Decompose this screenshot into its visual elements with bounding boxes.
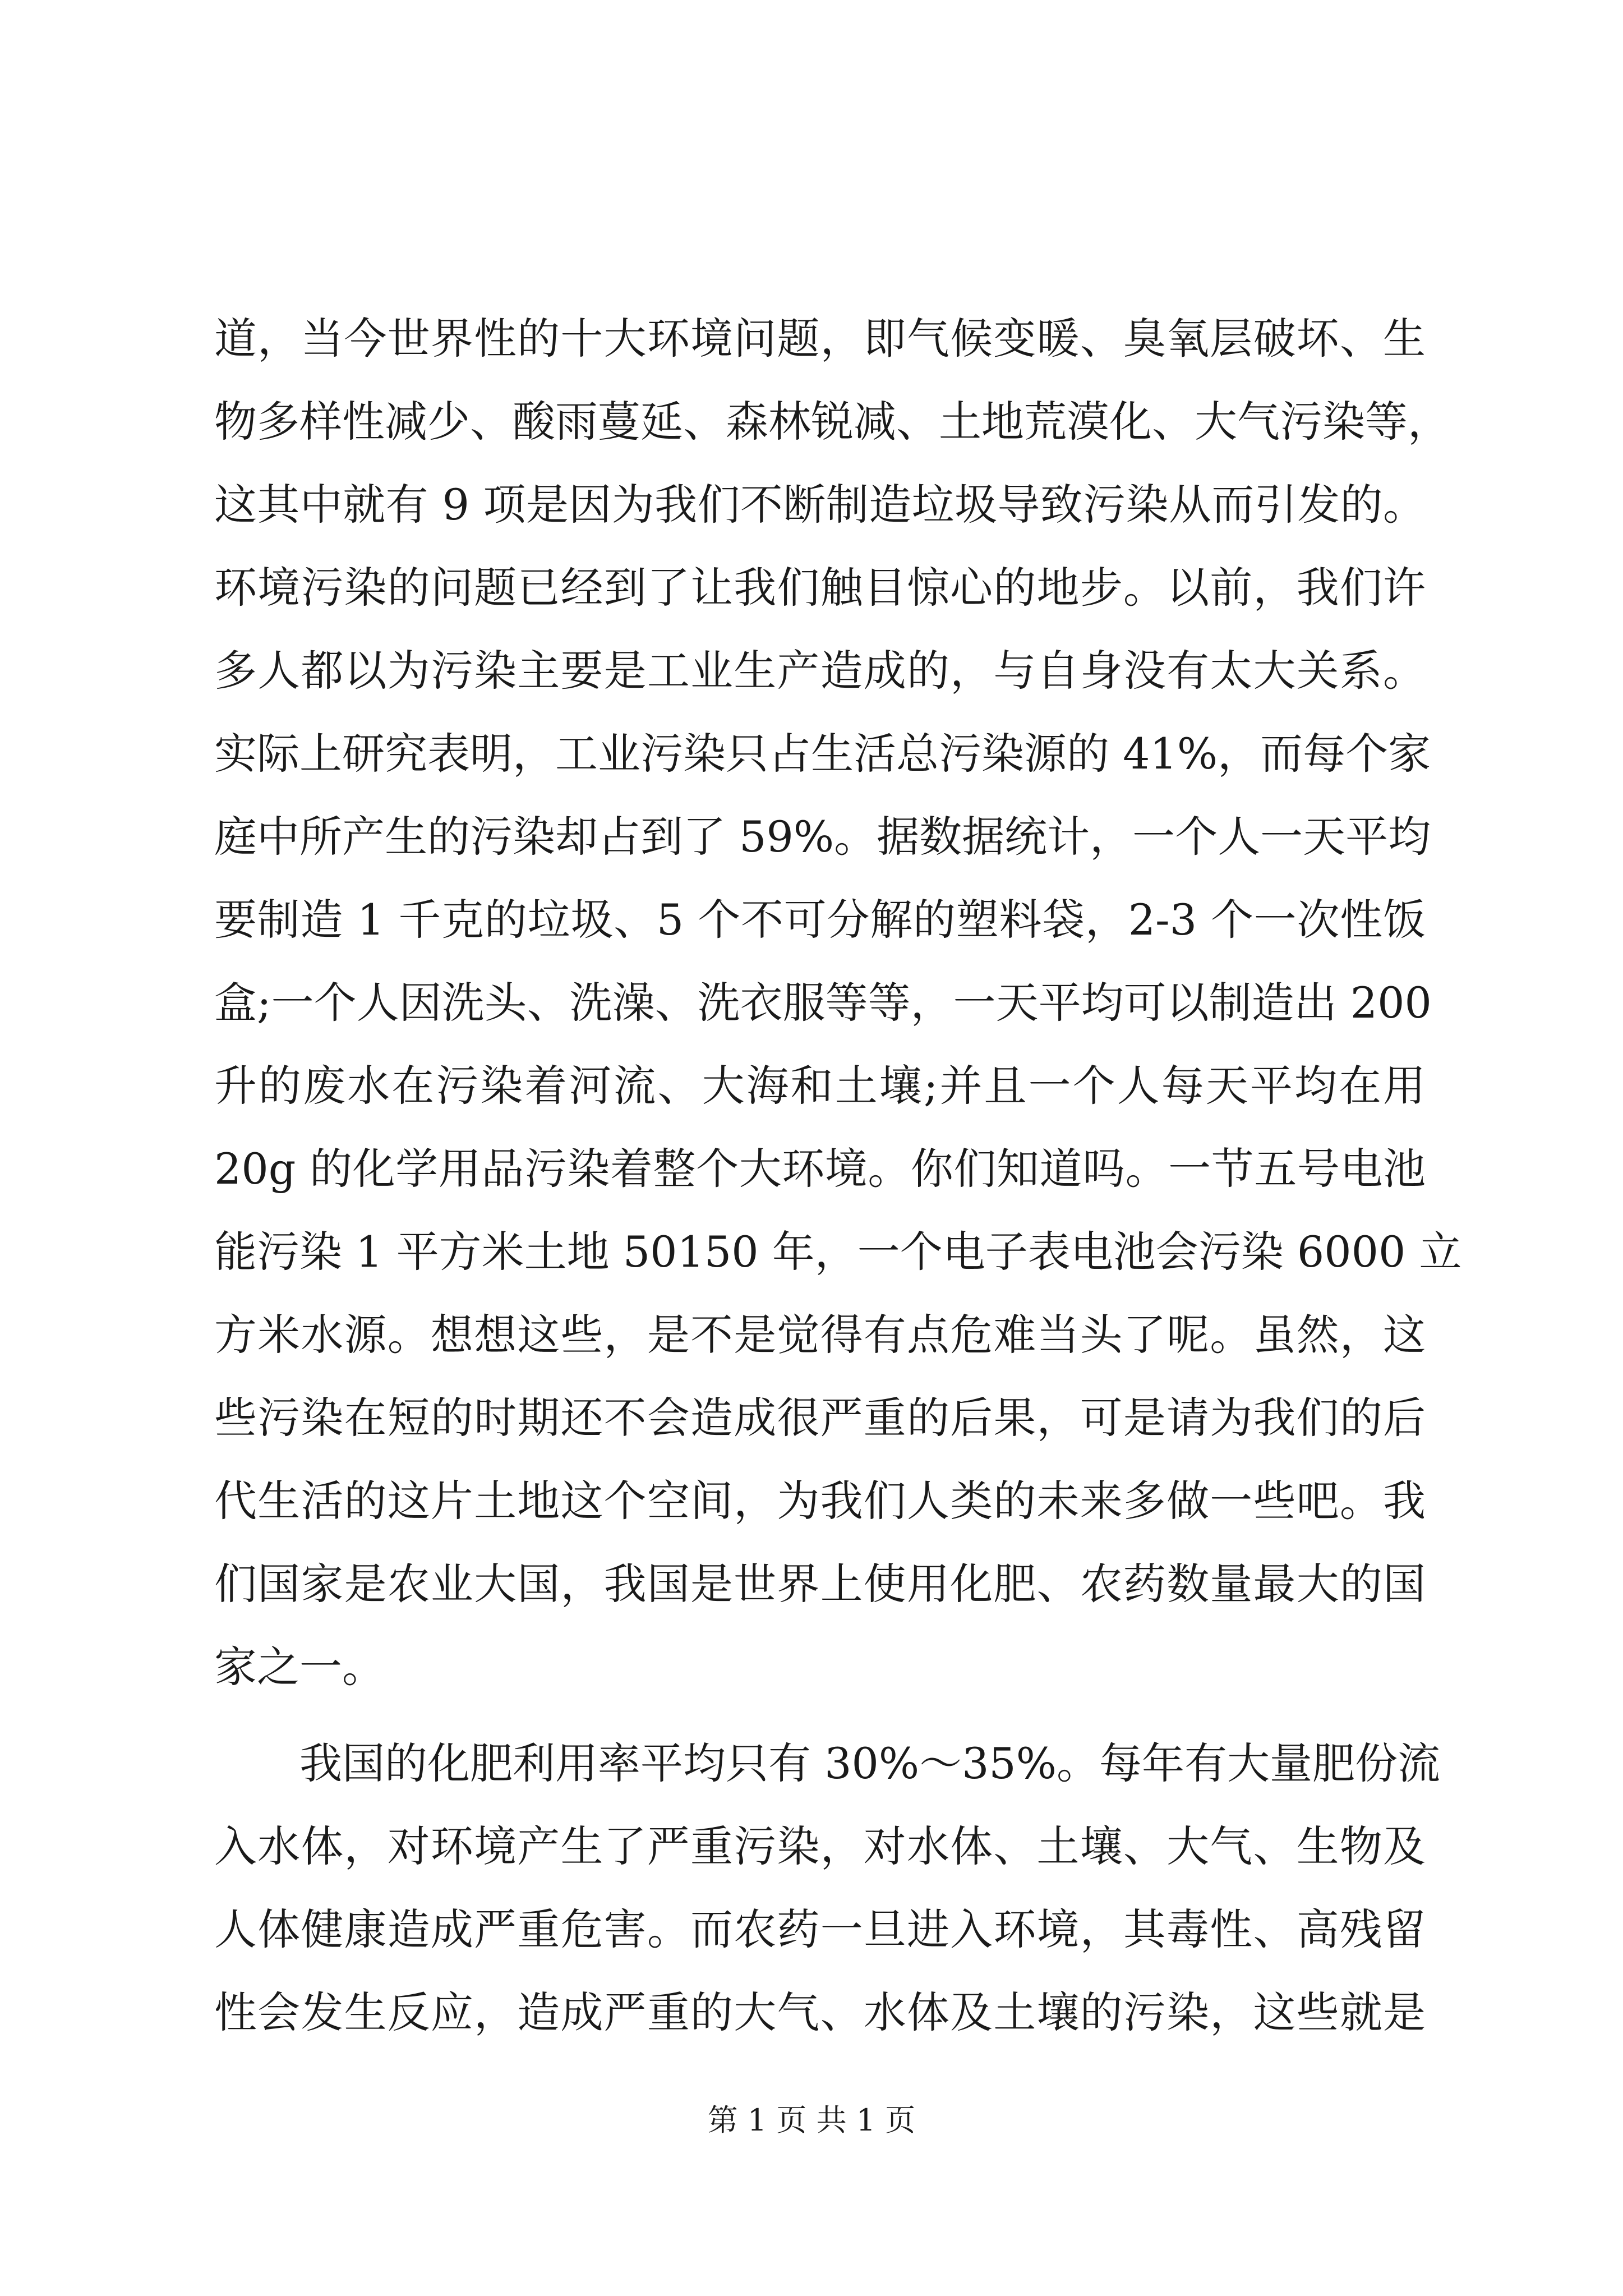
text-line: 环境污染的问题已经到了让我们触目惊心的地步。以前，我们许 [214, 563, 1426, 613]
text-line: 20g 的化学用品污染着整个大环境。你们知道吗。一节五号电池 [214, 1144, 1426, 1194]
paragraph-1 [214, 297, 1462, 1709]
text-line: 盒;一个人因洗头、洗澡、洗衣服等等，一天平均可以制造出 200 [214, 978, 1432, 1028]
text-line: 道，当今世界性的十大环境问题，即气候变暖、臭氧层破坏、生 [214, 314, 1426, 364]
paragraph-gap [214, 1709, 1426, 1722]
text-line: 庭中所产生的污染却占到了 59%。据数据统计，一个人一天平均 [214, 812, 1431, 862]
text-line: 能污染 1 平方米土地 50150 年，一个电子表电池会污染 6000 立 [214, 1227, 1462, 1277]
text-line: 升的废水在污染着河流、大海和土壤;并且一个人每天平均在用 [214, 1061, 1426, 1111]
text-line: 人体健康造成严重危害。而农药一旦进入环境，其毒性、高残留 [214, 1904, 1426, 1954]
text-line: 实际上研究表明，工业污染只占生活总污染源的 41%，而每个家 [214, 729, 1431, 779]
text-line: 家之一。 [214, 1642, 385, 1692]
text-line: 这其中就有 9 项是因为我们不断制造垃圾导致污染从而引发的。 [214, 480, 1426, 530]
text-line: 物多样性减少、酸雨蔓延、森林锐减、土地荒漠化、大气污染等， [214, 397, 1450, 447]
text-line: 代生活的这片土地这个空间，为我们人类的未来多做一些吧。我 [214, 1476, 1426, 1526]
paragraph-2 [214, 1722, 1441, 2054]
text-line: 性会发生反应，造成严重的大气、水体及土壤的污染，这些就是 [214, 1987, 1426, 2037]
text-line: 们国家是农业大国，我国是世界上使用化肥、农药数量最大的国 [214, 1559, 1426, 1609]
text-line: 多人都以为污染主要是工业生产造成的，与自身没有太大关系。 [214, 646, 1426, 696]
text-line: 我国的化肥利用率平均只有 30%～35%。每年有大量肥份流 [299, 1738, 1441, 1788]
text-line: 方米水源。想想这些，是不是觉得有点危难当头了呢。虽然，这 [214, 1310, 1426, 1360]
text-line: 入水体，对环境产生了严重污染，对水体、土壤、大气、生物及 [214, 1821, 1426, 1871]
page-footer: 第 1 页 共 1 页 [707, 2102, 916, 2138]
text-line: 要制造 1 千克的垃圾、5 个不可分解的塑料袋，2-3 个一次性饭 [214, 895, 1426, 945]
body-text [214, 297, 1462, 2054]
text-line: 些污染在短的时期还不会造成很严重的后果，可是请为我们的后 [214, 1393, 1426, 1443]
